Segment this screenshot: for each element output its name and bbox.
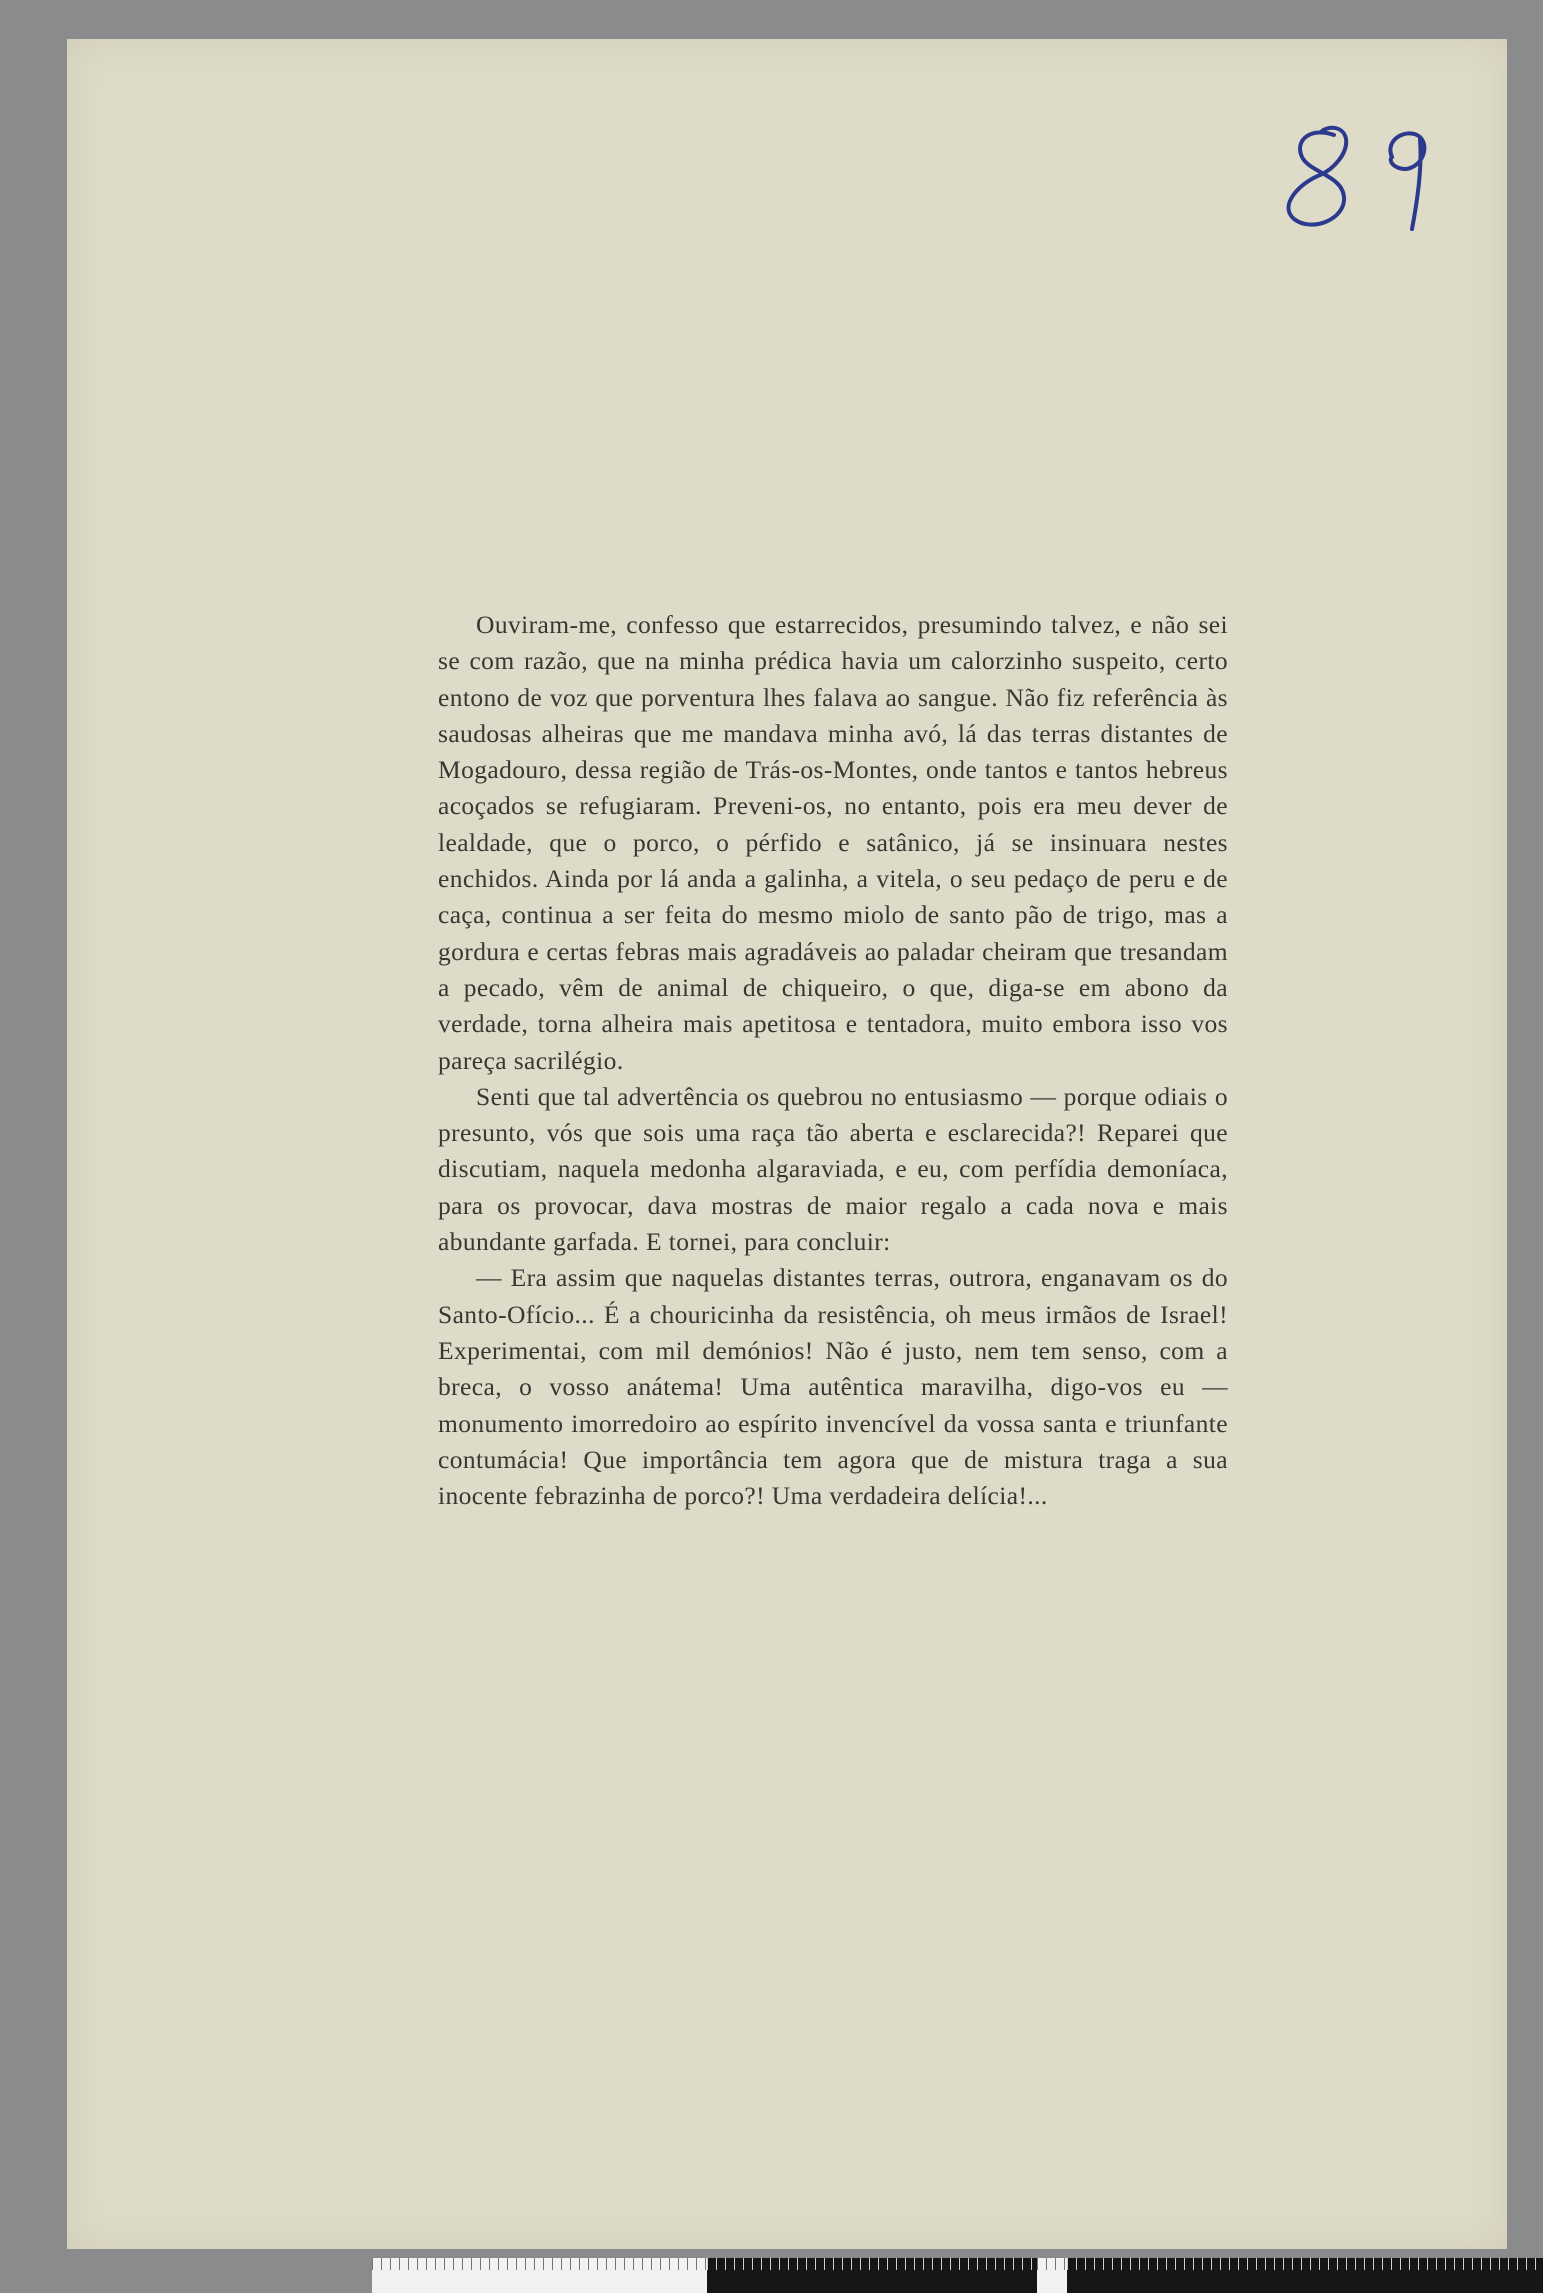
ruler-segment-black xyxy=(1067,2258,1543,2293)
document-page xyxy=(67,39,1507,2249)
handwritten-folio-number xyxy=(1272,117,1462,267)
paragraph-2: Senti que tal advertência os quebrou no entusiasmo — porque odiais o presunto, vós que sois uma raça tão aberta e esclarecida?! Reparei que discutiam, naquela medonha algaraviada, e eu, com perfídia demoníaca, para os provocar, dava mostras de maior regalo a cada nova e mais abundante garfada. E tornei, para concluir: xyxy=(438,1081,1228,1257)
folio-number-drawing xyxy=(1272,117,1462,267)
paragraph-3: — Era assim que naquelas distantes terras, outrora, enganavam os do Santo-Ofício... É a chouricinha da resistência, oh meus irmãos de Israel! Experimentai, com mil demónios! Não é justo, nem tem senso, com a breca, o vosso anátema! Uma autêntica maravilha, digo-vos eu — monumento imorredoiro ao espírito invencível da vossa santa e triunfante contumácia! Que importância tem agora que de mistura traga a sua inocente febrazinha de porco?! Uma verdadeira delícia!... xyxy=(438,1263,1228,1511)
ruler-segment-white xyxy=(1037,2258,1067,2293)
paragraph-1: Ouviram-me, confesso que estarrecidos, presumindo talvez, e não sei se com razão, que na minha prédica havia um calorzinho suspeito, certo entono de voz que porventura lhes falava ao sangue. Não fiz referência às saudosas alheiras que me mandava minha avó, lá das terras distantes de Mogadouro, dessa região de Trás-os-Montes, onde tantos e tantos hebreus acoçados se refugiaram. Preveni-os, no entanto, pois era meu dever de lealdade, que o porco, o pérfido e satânico, já se insinuara nestes enchidos. Ainda por lá anda a galinha, a vitela, o seu pedaço de peru e de caça, continua a ser feita do mesmo miolo de santo pão de trigo, mas a gordura e certas febras mais agradáveis ao paladar cheiram que tresandam a pecado, vêm de animal de chiqueiro, o que, diga-se em abono da verdade, torna alheira mais apetitosa e tentadora, muito embora isso vos pareça sacrilégio. xyxy=(438,610,1228,1075)
body-text xyxy=(438,607,1228,1514)
color-scale-ruler xyxy=(372,2258,1543,2293)
ruler-segment-white xyxy=(372,2258,707,2293)
ruler-segment-black xyxy=(707,2258,1037,2293)
